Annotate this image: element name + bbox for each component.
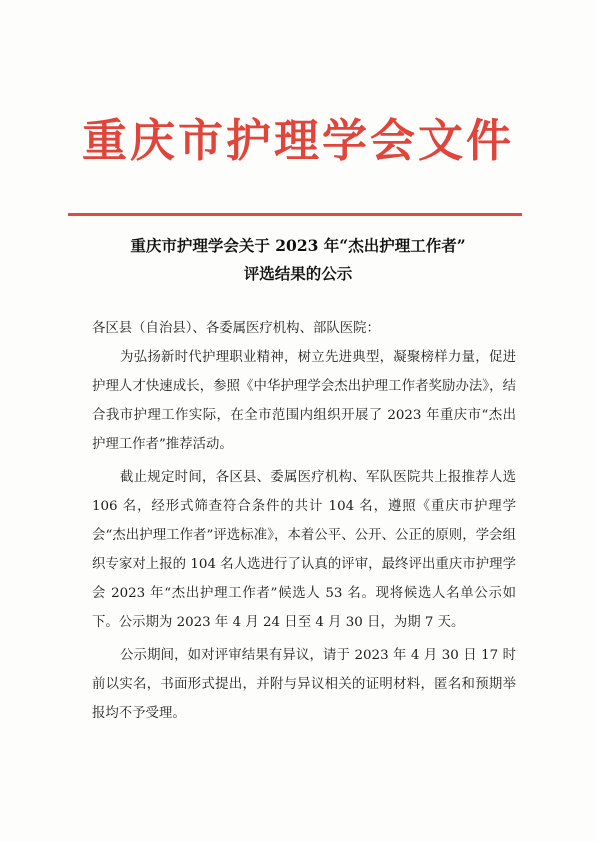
salutation: 各区县（自治县）、各委属医疗机构、部队医院： (92, 321, 380, 336)
notice-body (92, 314, 516, 728)
letterhead-divider (68, 213, 522, 216)
paragraph-2: 截止规定时间，各区县、委属医疗机构、军队医院共上报推荐人选 106 名，经形式筛查符合条件的共计 104 名，遵照《重庆市护理学会“杰出护理工作者”评选标准》，本着公平、公开、公正的原则，学会组织专家对上报的 104 名人选进行了认真的评审，最终评出重庆市护理学会 2023 年“杰出护理工作者”候选人 53 名。现将候选人名单公示如下。公示期为 2023 年 4 月 24 日至 4 月 30 日，为期 7 天。 (92, 470, 516, 630)
paragraph-1: 为弘扬新时代护理职业精神，树立先进典型，凝聚榜样力量，促进护理人才快速成长，参照《中华护理学会杰出护理工作者奖励办法》，结合我市护理工作实际，在全市范围内组织开展了 2023 年重庆市“杰出护理工作者”推荐活动。 (92, 350, 516, 452)
letterhead-title: 重庆市护理学会文件 (81, 114, 514, 167)
notice-title-line-2: 评选结果的公示 (243, 264, 353, 283)
paragraph-3: 公示期间，如对评审结果有异议，请于 2023 年 4 月 30 日 17 时前以实名，书面形式提出，并附与异议相关的证明材料，匿名和预期举报均不予受理。 (92, 648, 516, 721)
notice-title-line-1: 重庆市护理学会关于 2023 年“杰出护理工作者” (130, 236, 466, 255)
